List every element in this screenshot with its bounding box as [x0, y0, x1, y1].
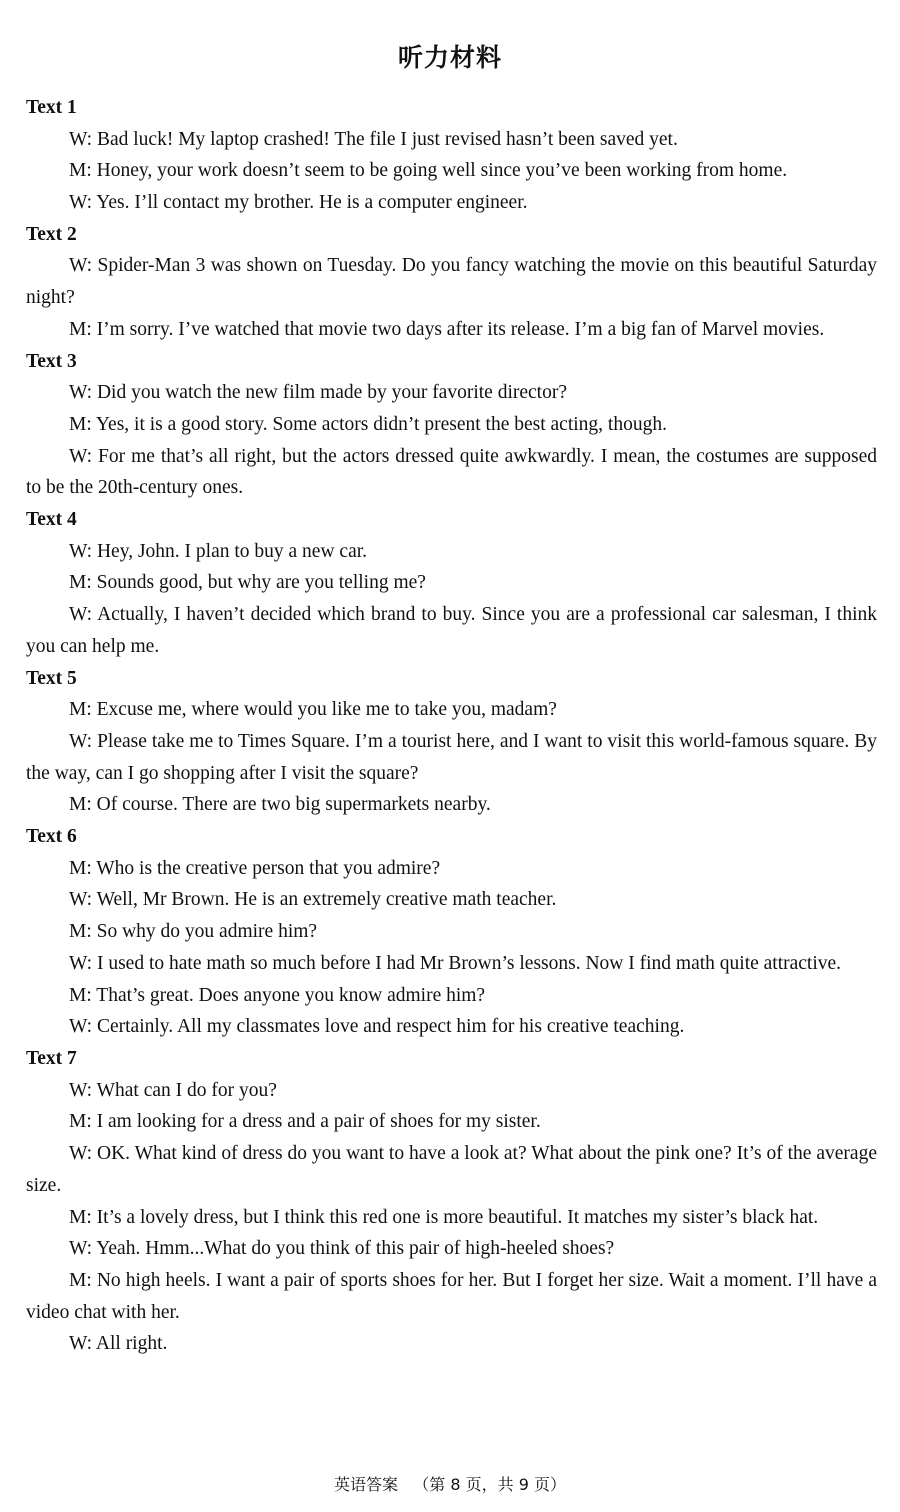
- dialogue-line: W: Spider-Man 3 was shown on Tuesday. Do you fancy watching the movie on this beautiful Saturday night?: [26, 255, 877, 309]
- text-section: [26, 663, 877, 822]
- dialogue-line: W: Please take me to Times Square. I’m a tourist here, and I want to visit this world-famous square. By the way, can I go shopping after I visit the square?: [26, 730, 877, 784]
- text-section: [26, 219, 877, 346]
- page-footer: 英语答案 （第 8 页，共 9 页）: [334, 1475, 566, 1494]
- section-heading: Text 3: [26, 350, 77, 372]
- dialogue-line: M: Of course. There are two big supermarkets nearby.: [69, 794, 491, 816]
- text-section: [26, 92, 877, 219]
- section-heading: Text 1: [26, 97, 77, 118]
- dialogue-line: M: Sounds good, but why are you telling me?: [69, 572, 426, 594]
- section-heading: Text 5: [26, 667, 77, 689]
- dialogue-line: W: Actually, I haven’t decided which brand to buy. Since you are a professional car salesman, I think you can help me.: [26, 604, 877, 657]
- dialogue-line: W: All right.: [69, 1333, 168, 1355]
- dialogue-line: M: I’m sorry. I’ve watched that movie two days after its release. I’m a big fan of Marvel movies.: [69, 318, 825, 340]
- dialogue-line: M: I am looking for a dress and a pair of shoes for my sister.: [69, 1111, 541, 1133]
- text-section: [26, 1043, 877, 1360]
- listening-transcript: [26, 92, 877, 1360]
- dialogue-line: W: For me that’s all right, but the actors dressed quite awkwardly. I mean, the costumes are supposed to be the 20th-century ones.: [26, 445, 877, 499]
- text-section: [26, 821, 877, 1043]
- dialogue-line: W: I used to hate math so much before I had Mr Brown’s lessons. Now I find math quite attractive.: [69, 952, 842, 974]
- dialogue-line: M: No high heels. I want a pair of sports shoes for her. But I forget her size. Wait a moment. I’ll have a video chat with her.: [26, 1269, 877, 1323]
- dialogue-line: M: Honey, your work doesn’t seem to be going well since you’ve been working from home.: [69, 160, 788, 182]
- dialogue-line: M: Yes, it is a good story. Some actors didn’t present the best acting, though.: [69, 413, 667, 435]
- dialogue-line: W: Hey, John. I plan to buy a new car.: [69, 540, 368, 562]
- dialogue-line: W: Well, Mr Brown. He is an extremely creative math teacher.: [69, 889, 557, 911]
- section-heading: Text 4: [26, 509, 77, 531]
- section-heading: Text 7: [26, 1048, 77, 1069]
- dialogue-line: W: Certainly. All my classmates love and respect him for his creative teaching.: [69, 1016, 685, 1038]
- dialogue-line: M: That’s great. Does anyone you know admire him?: [69, 984, 486, 1006]
- dialogue-line: W: OK. What kind of dress do you want to have a look at? What about the pink one? It’s of the average size.: [26, 1143, 877, 1196]
- dialogue-line: M: Excuse me, where would you like me to take you, madam?: [69, 699, 557, 721]
- dialogue-line: M: It’s a lovely dress, but I think this red one is more beautiful. It matches my sister’s black hat.: [69, 1206, 819, 1228]
- dialogue-line: M: So why do you admire him?: [69, 921, 318, 943]
- page-title: 听力材料: [397, 43, 502, 72]
- dialogue-line: M: Who is the creative person that you admire?: [69, 857, 441, 879]
- dialogue-line: W: Bad luck! My laptop crashed! The file I just revised hasn’t been saved yet.: [69, 128, 678, 150]
- dialogue-line: W: Yeah. Hmm...What do you think of this pair of high-heeled shoes?: [69, 1238, 615, 1260]
- text-section: [26, 504, 877, 663]
- dialogue-line: W: Yes. I’ll contact my brother. He is a computer engineer.: [69, 192, 528, 214]
- text-section: [26, 346, 877, 505]
- section-heading: Text 2: [26, 223, 77, 245]
- dialogue-line: W: Did you watch the new film made by your favorite director?: [69, 382, 567, 404]
- section-heading: Text 6: [26, 826, 77, 848]
- dialogue-line: W: What can I do for you?: [69, 1079, 277, 1101]
